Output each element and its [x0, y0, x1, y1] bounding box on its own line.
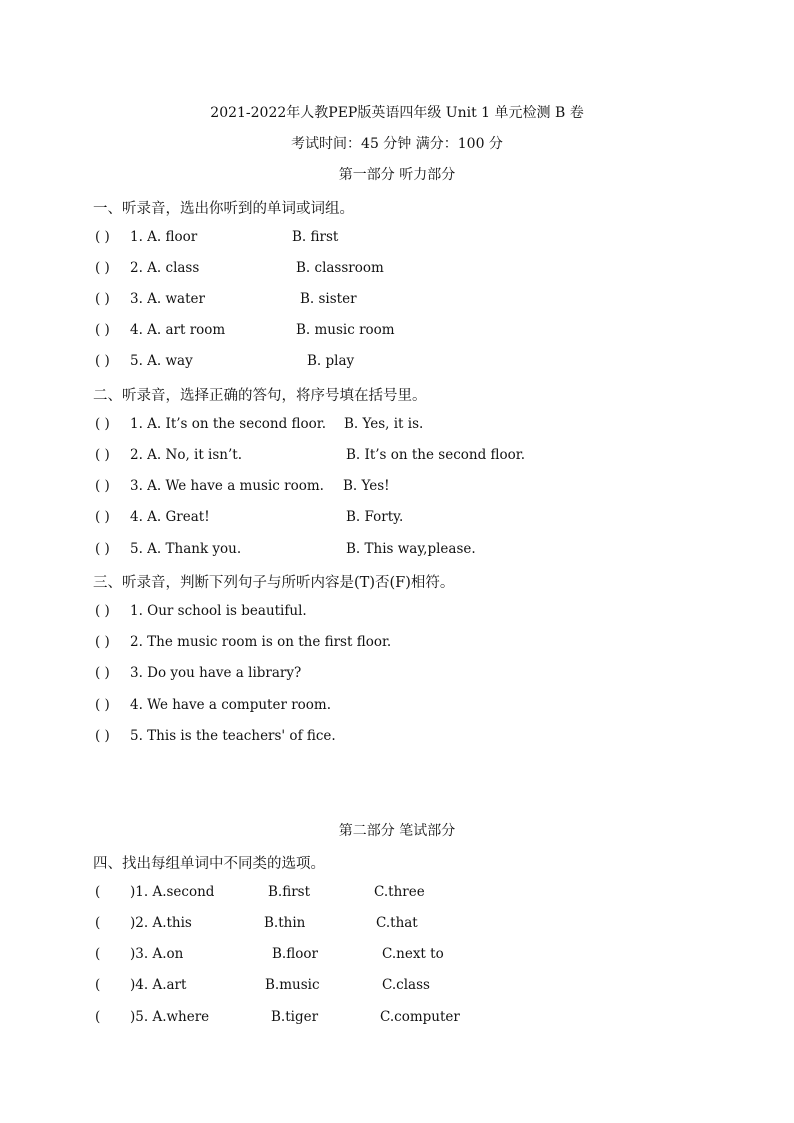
- answer-blank[interactable]: ( ): [95, 291, 110, 307]
- option-a: )3. A.on: [130, 946, 184, 962]
- answer-blank[interactable]: ( ): [95, 416, 110, 432]
- section4-heading: 四、找出每组单词中不同类的选项。: [93, 856, 325, 872]
- option-b: B. sister: [300, 291, 357, 307]
- statement: 4. We have a computer room.: [130, 697, 332, 713]
- option-a: )4. A.art: [130, 977, 187, 993]
- part2-title: 第二部分 笔试部分: [338, 823, 456, 839]
- answer-blank[interactable]: ( ): [95, 478, 110, 494]
- answer-blank[interactable]: ( ): [95, 603, 110, 619]
- answer-blank[interactable]: (: [95, 977, 101, 993]
- option-a: 5. A. way: [130, 353, 193, 369]
- option-b: B. This way,please.: [346, 541, 476, 557]
- answer-blank[interactable]: ( ): [95, 697, 110, 713]
- option-a: 4. A. Great!: [130, 509, 210, 525]
- answer-blank[interactable]: ( ): [95, 509, 110, 525]
- option-a: 3. A. water: [130, 291, 205, 307]
- answer-blank[interactable]: ( ): [95, 353, 110, 369]
- option-b: B.first: [268, 884, 311, 900]
- option-c: C.three: [374, 884, 425, 900]
- part1-title: 第一部分 听力部分: [338, 167, 456, 183]
- option-b: B. first: [292, 229, 339, 245]
- statement: 2. The music room is on the first floor.: [130, 634, 392, 650]
- option-b: B.music: [265, 977, 320, 993]
- option-a: 2. A. class: [130, 260, 200, 276]
- answer-blank[interactable]: ( ): [95, 260, 110, 276]
- option-b: B.tiger: [271, 1009, 319, 1025]
- answer-blank[interactable]: ( ): [95, 447, 110, 463]
- option-b: B.thin: [264, 915, 306, 931]
- option-b: B.floor: [272, 946, 318, 962]
- option-a: )1. A.second: [130, 884, 215, 900]
- statement: 1. Our school is beautiful.: [130, 603, 307, 619]
- answer-blank[interactable]: (: [95, 1009, 101, 1025]
- option-b: B. classroom: [296, 260, 384, 276]
- option-a: 1. A. It’s on the second floor.: [130, 416, 327, 432]
- section3-heading: 三、听录音，判断下列句子与所听内容是(T)否(F)相符。: [93, 575, 455, 591]
- section1-heading: 一、听录音，选出你听到的单词或词组。: [93, 201, 354, 217]
- option-b: B. play: [307, 353, 355, 369]
- option-c: C.computer: [380, 1009, 460, 1025]
- answer-blank[interactable]: ( ): [95, 322, 110, 338]
- option-a: 5. A. Thank you.: [130, 541, 242, 557]
- option-c: C.class: [382, 977, 430, 993]
- answer-blank[interactable]: ( ): [95, 634, 110, 650]
- exam-title: 2021-2022年人教PEP版英语四年级 Unit 1 单元检测 B 卷: [210, 105, 584, 121]
- option-c: C.next to: [382, 946, 444, 962]
- answer-blank[interactable]: (: [95, 915, 101, 931]
- option-b: B. Yes!: [343, 478, 390, 494]
- answer-blank[interactable]: ( ): [95, 728, 110, 744]
- option-b: B. Yes, it is.: [344, 416, 424, 432]
- answer-blank[interactable]: ( ): [95, 229, 110, 245]
- option-a: 4. A. art room: [130, 322, 226, 338]
- exam-time-info: 考试时间：45 分钟 满分：100 分: [291, 136, 503, 152]
- option-c: C.that: [376, 915, 418, 931]
- option-a: 3. A. We have a music room.: [130, 478, 324, 494]
- statement: 5. This is the teachers' of fice.: [130, 728, 336, 744]
- answer-blank[interactable]: ( ): [95, 541, 110, 557]
- option-a: 1. A. floor: [130, 229, 198, 245]
- statement: 3. Do you have a library?: [130, 665, 302, 681]
- option-a: )2. A.this: [130, 915, 192, 931]
- option-a: )5. A.where: [130, 1009, 210, 1025]
- section2-heading: 二、听录音，选择正确的答句，将序号填在括号里。: [93, 388, 427, 404]
- option-b: B. Forty.: [346, 509, 404, 525]
- option-a: 2. A. No, it isn’t.: [130, 447, 243, 463]
- option-b: B. It’s on the second floor.: [346, 447, 526, 463]
- option-b: B. music room: [296, 322, 395, 338]
- answer-blank[interactable]: ( ): [95, 665, 110, 681]
- answer-blank[interactable]: (: [95, 884, 101, 900]
- answer-blank[interactable]: (: [95, 946, 101, 962]
